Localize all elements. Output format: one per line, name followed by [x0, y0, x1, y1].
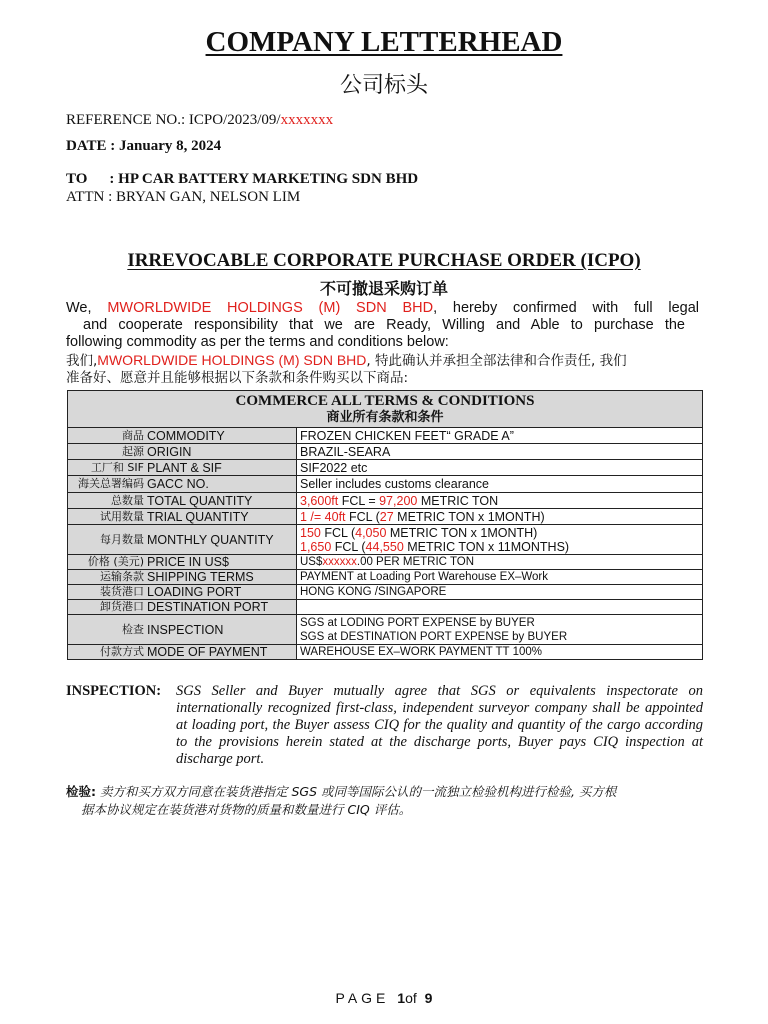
row-value: HONG KONG /SINGAPORE: [297, 585, 703, 600]
footer-page-number: 1: [397, 990, 406, 1006]
inspection-text: SGS Seller and Buyer mutually agree that SGS or equivalents inspectorate on internationally recognized first-class, independent surveyor company shall be appointed at loading port, the Buyer assess CIQ for the quality and quantity of the cargo according to the provisions herein stated at the discharge ports, Buyer pays CIQ inspection at discharge port.: [176, 683, 703, 767]
row-value: [297, 493, 703, 509]
intro-line1-rest: , hereby confirmed with full legal: [433, 300, 699, 316]
label-en: GACC NO.: [147, 477, 209, 491]
label-en: MODE OF PAYMENT: [147, 645, 268, 659]
value-red: 4,050: [355, 525, 387, 540]
label-cn: 工厂和 SIF: [90, 460, 144, 474]
row-label: [68, 460, 297, 476]
table-row: [68, 460, 703, 476]
row-label: [68, 428, 297, 444]
table-row: [68, 476, 703, 493]
row-value: [297, 525, 703, 555]
intro-we: We,: [66, 300, 92, 316]
label-en: DESTINATION PORT: [147, 600, 269, 614]
label-cn: 试用数量: [100, 509, 144, 523]
table-row: [68, 428, 703, 444]
to-value: : HP CAR BATTERY MARKETING SDN BHD: [109, 171, 419, 187]
page-footer: [0, 990, 768, 1006]
value-text: FCL (: [331, 539, 366, 554]
value-text: METRIC TON x 1MONTH): [386, 525, 538, 540]
terms-header: [68, 391, 703, 428]
value-line-2: SGS at DESTINATION PORT EXPENSE by BUYER: [300, 630, 568, 643]
table-row: [68, 525, 703, 555]
label-cn: 起源: [122, 444, 144, 458]
row-label: [68, 476, 297, 493]
row-value: [297, 509, 703, 525]
label-en: LOADING PORT: [147, 585, 242, 599]
intro-company: MWORLDWIDE HOLDINGS (M) SDN BHD: [107, 300, 434, 316]
reference-line: [66, 112, 333, 129]
label-en: PLANT & SIF: [147, 460, 222, 475]
date-line: DATE : January 8, 2024: [66, 138, 222, 154]
label-cn: 价格 (美元): [87, 555, 144, 568]
terms-header-row: [68, 391, 703, 428]
table-row: [68, 570, 703, 585]
reference-label: REFERENCE NO.: ICPO/2023/09/: [66, 112, 281, 128]
footer-of: of: [405, 990, 417, 1006]
intro-cn-line-2: 准备好、愿意并且能够根据以下条款和条件购买以下商品:: [66, 370, 409, 386]
value-line-1: SGS at LODING PORT EXPENSE by BUYER: [300, 616, 535, 629]
row-value: PAYMENT at Loading Port Warehouse EX–Work: [297, 570, 703, 585]
inspection-cn-block: [66, 783, 706, 819]
inspection-cn-line-2: 据本协议规定在装货港对货物的质量和数量进行 CIQ 评估。: [81, 802, 412, 817]
value-text: METRIC TON x 11MONTHS): [403, 539, 570, 554]
row-value: FROZEN CHICKEN FEET“ GRADE A”: [297, 428, 703, 444]
value-text: US$: [300, 556, 323, 568]
value-red: 150: [300, 525, 321, 540]
label-cn: 每月数量: [100, 532, 144, 546]
inspection-cn-line-1: [66, 783, 706, 801]
terms-heading: COMMERCE ALL TERMS & CONDITIONS: [235, 392, 535, 409]
icpo-title-cn: 不可撤退采购订单: [319, 279, 448, 298]
row-label: [68, 525, 297, 555]
label-cn: 商品: [122, 428, 144, 442]
label-en: ORIGIN: [147, 444, 192, 459]
intro-cn-company: MWORLDWIDE HOLDINGS (M) SDN BHD: [97, 352, 367, 368]
row-value: BRAZIL-SEARA: [297, 444, 703, 460]
value-red: 44,550: [365, 539, 404, 554]
row-value: SIF2022 etc: [297, 460, 703, 476]
inspection-cn-text-1: 卖方和买方双方同意在装货港指定 SGS 或同等国际公认的一流独立检验机构进行检验, 买方根: [99, 784, 617, 799]
label-en: SHIPPING TERMS: [147, 570, 254, 584]
row-label: [68, 615, 297, 645]
footer-page-total: 9: [424, 990, 433, 1006]
label-en: INSPECTION: [147, 622, 224, 637]
label-en: TOTAL QUANTITY: [147, 493, 253, 508]
row-label: [68, 585, 297, 600]
label-cn: 检查: [122, 622, 144, 636]
row-label: [68, 570, 297, 585]
table-row: [68, 600, 703, 615]
row-label: [68, 509, 297, 525]
intro-line-1: [66, 300, 699, 317]
value-line-1: [300, 526, 699, 540]
row-value: [297, 555, 703, 570]
value-line-2: [300, 540, 699, 554]
value-text: FCL (: [345, 509, 380, 524]
value-red: 3,600ft: [300, 493, 339, 508]
row-label: [68, 493, 297, 509]
intro-cn-prefix: 我们,: [66, 353, 98, 369]
intro-cn-rest: , 特此确认并承担全部法律和合作责任, 我们: [366, 353, 627, 369]
value-text: FCL (: [320, 525, 356, 540]
intro-cn-line-1: [66, 351, 699, 370]
table-row: [68, 585, 703, 600]
table-row: [68, 645, 703, 660]
table-row: [68, 555, 703, 570]
label-en: MONTHLY QUANTITY: [147, 532, 274, 547]
row-label: [68, 555, 297, 570]
value-red: 27: [379, 509, 394, 524]
value-text: METRIC TON x 1MONTH): [393, 509, 545, 524]
table-row: [68, 493, 703, 509]
label-en: PRICE IN US$: [147, 555, 229, 569]
to-line: [66, 171, 418, 188]
terms-heading-cn: 商业所有条款和条件: [326, 409, 444, 425]
intro-line-2: and cooperate responsibility that we are Ready, Willing and Able to purchase the: [83, 317, 685, 333]
table-row: [68, 615, 703, 645]
value-red: 1,650: [300, 539, 332, 554]
value-red: 97,200: [379, 493, 418, 508]
icpo-title: IRREVOCABLE CORPORATE PURCHASE ORDER (ICPO): [127, 250, 641, 271]
letterhead-title-cn: 公司标头: [339, 73, 428, 98]
row-label: [68, 645, 297, 660]
letterhead-title: COMPANY LETTERHEAD: [205, 26, 563, 58]
attn-line: ATTN : BRYAN GAN, NELSON LIM: [66, 189, 301, 205]
label-en: COMMODITY: [147, 428, 225, 443]
to-label: TO: [66, 171, 88, 187]
table-row: [68, 509, 703, 525]
value-text: FCL =: [338, 493, 380, 508]
value-red: 1 /= 40ft: [300, 509, 346, 524]
table-row: [68, 444, 703, 460]
value-text: .00 PER METRIC TON: [356, 556, 475, 568]
label-cn: 总数量: [111, 493, 144, 507]
value-red: xxxxxx: [322, 556, 357, 568]
label-cn: 装货港口: [100, 585, 144, 598]
row-value: [297, 615, 703, 645]
row-value: [297, 600, 703, 615]
footer-page-word: PAGE: [335, 990, 390, 1006]
row-value: Seller includes customs clearance: [297, 476, 703, 493]
inspection-label: INSPECTION:: [66, 683, 162, 699]
row-label: [68, 600, 297, 615]
label-cn: 运输条款: [100, 570, 144, 583]
row-label: [68, 444, 297, 460]
label-en: TRIAL QUANTITY: [147, 509, 249, 524]
reference-value: xxxxxxx: [280, 112, 334, 128]
inspection-cn-label: 检验:: [66, 784, 96, 799]
label-cn: 付款方式: [100, 645, 144, 658]
value-text: METRIC TON: [417, 493, 499, 508]
label-cn: 海关总署编码: [78, 477, 144, 490]
row-value: WAREHOUSE EX–WORK PAYMENT TT 100%: [297, 645, 703, 660]
label-cn: 卸货港口: [100, 600, 144, 613]
intro-line-3: following commodity as per the terms and conditions below:: [66, 334, 449, 350]
terms-table: [67, 390, 703, 660]
